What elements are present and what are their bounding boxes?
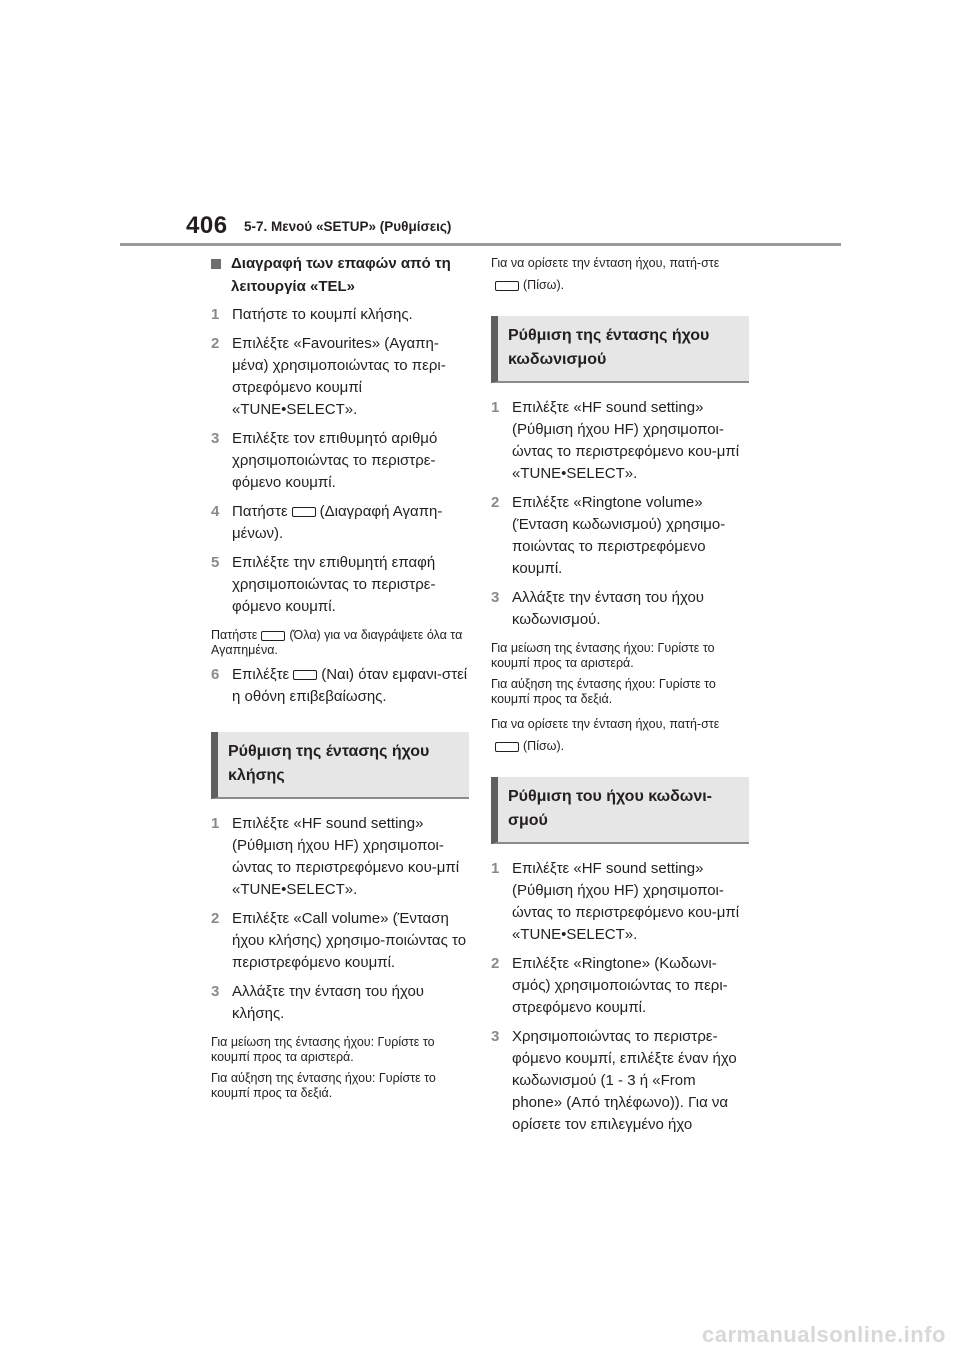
section-heading: [211, 252, 469, 298]
step-text: Επιλέξτε «HF sound setting» (Ρύθμιση ήχου HF) χρησιμοποι-ώντας το περιστρεφόμενο κου-μπί «TUNE•SELECT».: [512, 860, 740, 943]
subsection-box: Ρύθμιση της έντασης ήχου κωδωνισμού: [491, 316, 749, 383]
step-item: [211, 428, 469, 494]
note-text: Για να ορίσετε την ένταση ήχου, πατή-στε: [491, 717, 720, 731]
note: Για μείωση της έντασης ήχου: Γυρίστε το κουμπί προς τα αριστερά.: [211, 1035, 435, 1064]
step-text: Επιλέξτε «Call volume» (Ένταση ήχου κλήσης) χρησιμο-ποιώντας το περιστρεφόμενο κουμπί.: [232, 910, 467, 971]
note-text: (Πίσω).: [523, 739, 565, 753]
button-symbol-icon: [293, 670, 317, 680]
note: [491, 252, 749, 296]
button-symbol-icon: [495, 281, 519, 291]
step-item: [491, 858, 749, 946]
note: [211, 628, 469, 658]
step-number: 2: [211, 335, 220, 352]
note-text: (Πίσω).: [523, 278, 565, 292]
square-bullet-icon: [211, 259, 221, 269]
step-item: [211, 664, 469, 708]
step-text: Επιλέξτε «Ringtone» (Κωδωνι-σμός) χρησιμοποιώντας το περι-στρεφόμενο κουμπί.: [512, 955, 728, 1016]
step-item: [211, 908, 469, 974]
note: Για αύξηση της έντασης ήχου: Γυρίστε το κουμπί προς τα δεξιά.: [491, 677, 716, 706]
step-item: [211, 552, 469, 618]
note-text: (Όλα) για να διαγράψετε όλα τα Αγαπημένα.: [211, 628, 463, 657]
step-text: Επιλέξτε «Favourites» (Αγαπη-μένα) χρησιμοποιώντας το περι-στρεφόμενο κουμπί «TUNE•SELECT».: [232, 335, 446, 418]
step-item: [491, 1026, 749, 1136]
step-text: (Ναι) όταν εμφανι-στεί η οθόνη επιβεβαίωσης.: [232, 666, 468, 705]
step-text: Αλλάξτε την ένταση του ήχου κλήσης.: [232, 983, 425, 1022]
note: Για αύξηση της έντασης ήχου: Γυρίστε το κουμπί προς τα δεξιά.: [211, 1071, 436, 1100]
step-text: (Διαγραφή Αγαπη-μένων).: [232, 503, 443, 542]
step-item: [211, 981, 469, 1025]
step-number: 1: [211, 306, 220, 323]
note: [491, 713, 749, 757]
step-number: 3: [491, 589, 500, 606]
step-number: 5: [211, 554, 220, 571]
right-column: [491, 252, 749, 1143]
step-item: [211, 333, 469, 421]
step-number: 4: [211, 503, 220, 520]
note-text: Για να ορίσετε την ένταση ήχου, πατή-στε: [491, 256, 720, 270]
step-number: 3: [491, 1028, 500, 1045]
step-text: Χρησιμοποιώντας το περιστρε-φόμενο κουμπί, επιλέξτε έναν ήχο κωδωνισμού (1 - 3 ή «From phone» (Από τηλέφωνο)). Για να ορίσετε τον επιλεγμένο ήχο: [512, 1028, 737, 1133]
step-text: Επιλέξτε την επιθυμητή επαφή χρησιμοποιώντας το περιστρε-φόμενο κουμπί.: [232, 554, 436, 615]
page-number: 406: [186, 212, 228, 239]
left-column: [211, 252, 469, 1107]
step-number: 1: [491, 860, 500, 877]
step-text: Επιλέξτε «HF sound setting» (Ρύθμιση ήχου HF) χρησιμοποι-ώντας το περιστρεφόμενο κου-μπί «TUNE•SELECT».: [512, 399, 740, 482]
watermark: carmanualsonline.info: [702, 1322, 946, 1347]
step-number: 3: [211, 430, 220, 447]
step-text: Πατήστε: [232, 503, 288, 520]
button-symbol-icon: [261, 631, 285, 641]
step-item: [211, 501, 469, 545]
subsection-box: Ρύθμιση της έντασης ήχου κλήσης: [211, 732, 469, 799]
subsection-box: Ρύθμιση του ήχου κωδωνι-σμού: [491, 777, 749, 844]
note-text: Πατήστε: [211, 628, 258, 642]
step-number: 2: [491, 494, 500, 511]
step-number: 1: [491, 399, 500, 416]
step-number: 3: [211, 983, 220, 1000]
step-number: 6: [211, 666, 220, 683]
step-text: Επιλέξτε: [232, 666, 290, 683]
step-text: Επιλέξτε τον επιθυμητό αριθμό χρησιμοποιώντας το περιστρε-φόμενο κουμπί.: [232, 430, 438, 491]
step-item: [491, 397, 749, 485]
section-header: 5-7. Μενού «SETUP» (Ρυθμίσεις): [244, 219, 452, 234]
step-item: [491, 953, 749, 1019]
step-item: [211, 813, 469, 901]
step-item: [211, 304, 469, 326]
section-heading-text: Διαγραφή των επαφών από τη λειτουργία «TEL»: [231, 255, 451, 295]
button-symbol-icon: [292, 507, 316, 517]
button-symbol-icon: [495, 742, 519, 752]
step-item: [491, 587, 749, 631]
step-number: 1: [211, 815, 220, 832]
step-text: Αλλάξτε την ένταση του ήχου κωδωνισμού.: [512, 589, 705, 628]
step-item: [491, 492, 749, 580]
step-number: 2: [491, 955, 500, 972]
step-text: Επιλέξτε «HF sound setting» (Ρύθμιση ήχου HF) χρησιμοποι-ώντας το περιστρεφόμενο κου-μπί «TUNE•SELECT».: [232, 815, 460, 898]
step-text: Πατήστε το κουμπί κλήσης.: [232, 306, 413, 323]
step-text: Επιλέξτε «Ringtone volume» (Ένταση κωδωνισμού) χρησιμο-ποιώντας το περιστρεφόμενο κουμπί.: [512, 494, 726, 577]
header-rule: [120, 243, 841, 246]
step-number: 2: [211, 910, 220, 927]
note: Για μείωση της έντασης ήχου: Γυρίστε το κουμπί προς τα αριστερά.: [491, 641, 715, 670]
